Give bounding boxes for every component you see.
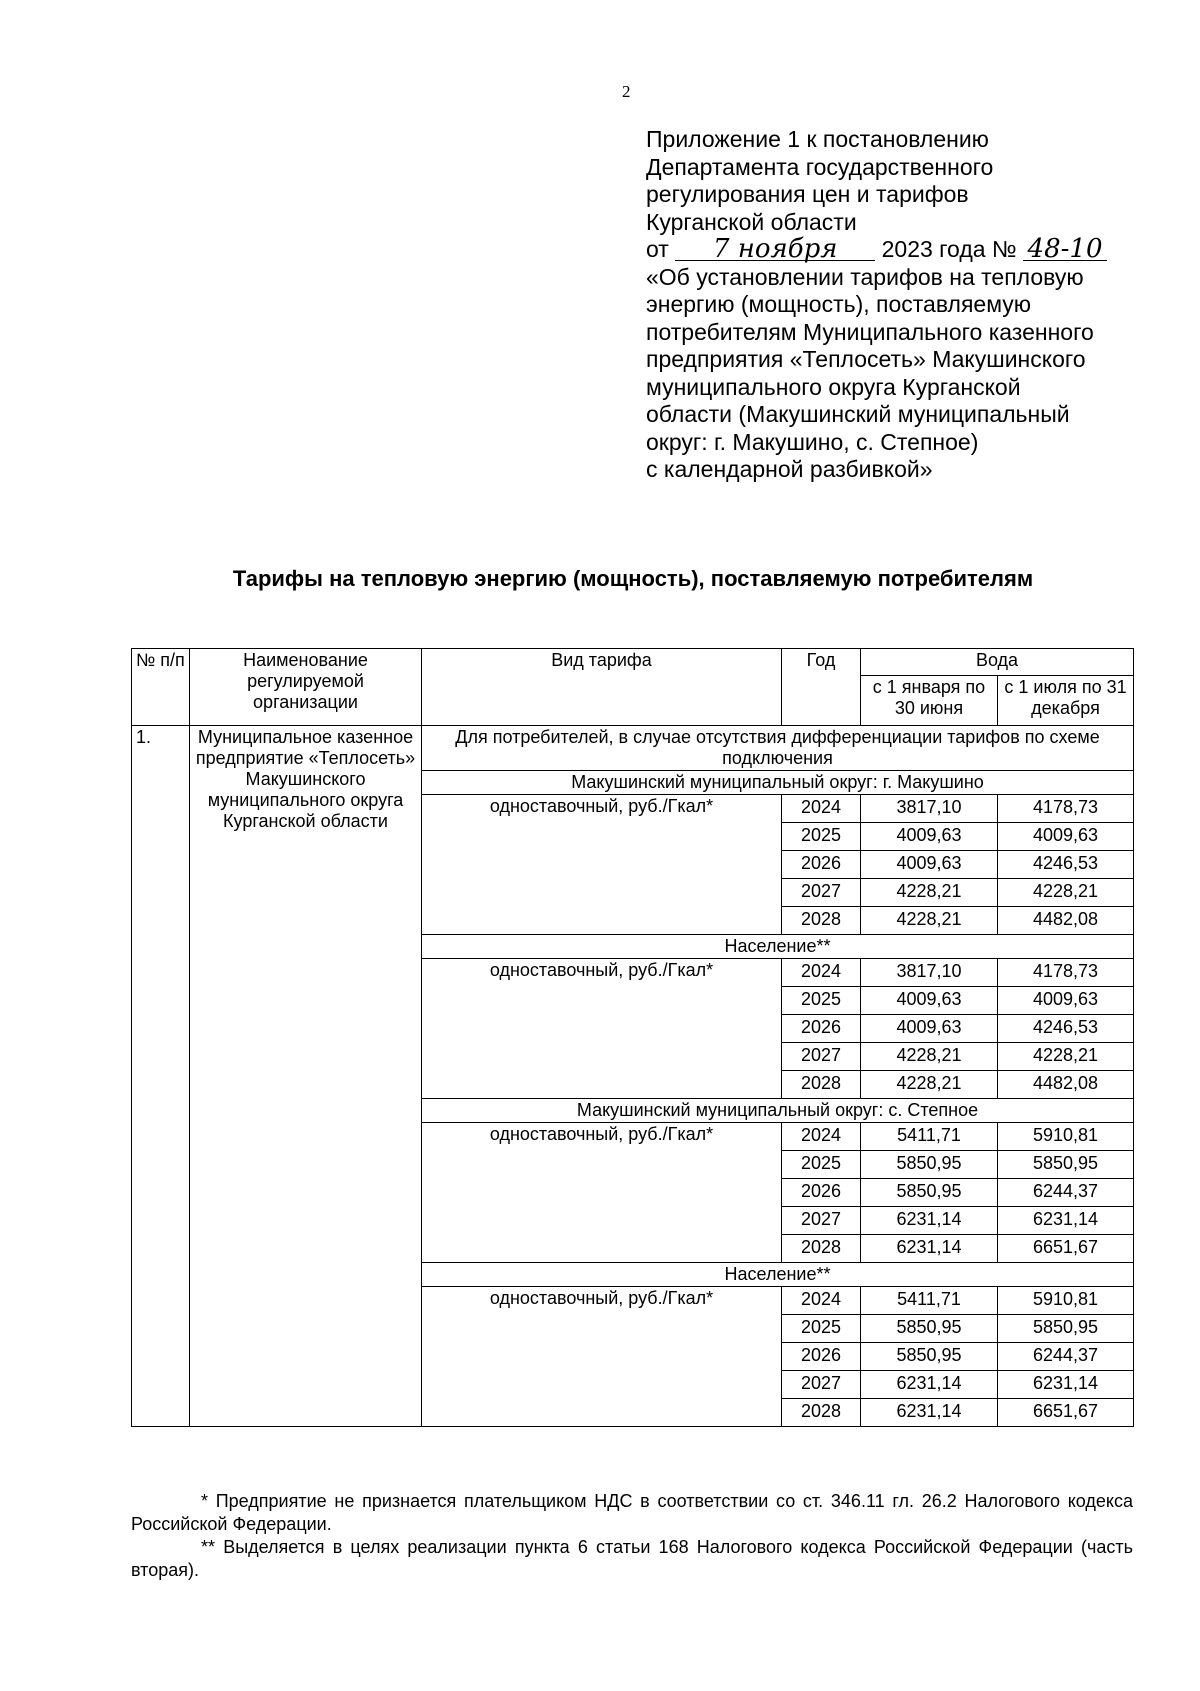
header-period-2: с 1 июля по 31 декабря [998, 675, 1134, 725]
tariff-value-h1: 4009,63 [861, 987, 998, 1015]
consumer-note: Для потребителей, в случае отсутствия дифференциации тарифов по схеме подключения [422, 726, 1134, 771]
year-cell: 2024 [782, 959, 861, 987]
year-cell: 2027 [782, 1371, 861, 1399]
year-cell: 2025 [782, 987, 861, 1015]
appendix-subject-line: области (Макушинский муниципальный [646, 401, 1070, 427]
year-cell: 2026 [782, 1343, 861, 1371]
tariff-value-h1: 6231,14 [861, 1371, 998, 1399]
appendix-subject-line: «Об установлении тарифов на тепловую [646, 263, 1084, 290]
year-cell: 2027 [782, 879, 861, 907]
tariff-value-h2: 5910,81 [998, 1287, 1134, 1315]
tariff-value-h2: 6231,14 [998, 1207, 1134, 1235]
appendix-line: Курганской области [646, 208, 857, 235]
tariff-value-h1: 4228,21 [861, 907, 998, 935]
footnote-2: ** Выделяется в целях реализации пункта 6 статьи 168 Налогового кодекса Российской Федерации (часть вторая). [131, 1537, 1133, 1580]
year-cell: 2027 [782, 1207, 861, 1235]
tariff-type: одноставочный, руб./Гкал* [422, 1123, 782, 1263]
tariff-value-h1: 4228,21 [861, 879, 998, 907]
header-year: Год [782, 649, 861, 726]
footnote-1: * Предприятие не признается плательщиком НДС в соответствии со ст. 346.11 гл. 26.2 Налогового кодекса Российской Федерации. [131, 1491, 1133, 1534]
appendix-subject-line: энергию (мощность), поставляемую [646, 291, 1032, 317]
footnotes [131, 1490, 1133, 1582]
year-cell: 2024 [782, 795, 861, 823]
year-cell: 2028 [782, 907, 861, 935]
page-number: 2 [622, 82, 631, 101]
section-row [132, 726, 1134, 771]
tariff-value-h2: 4246,53 [998, 1015, 1134, 1043]
appendix-subject-line: округ: г. Макушино, с. Степное) [646, 428, 979, 455]
tariff-table [131, 648, 1134, 1427]
tariff-value-h1: 5850,95 [861, 1151, 998, 1179]
header-org: Наименование регулируемой организации [190, 649, 422, 726]
tariff-value-h1: 5850,95 [861, 1315, 998, 1343]
tariff-value-h2: 5910,81 [998, 1123, 1134, 1151]
year-text: 2023 года № [881, 236, 1017, 262]
year-cell: 2028 [782, 1235, 861, 1263]
tariff-value-h2: 4178,73 [998, 795, 1134, 823]
from-prefix: от [646, 236, 669, 262]
tariff-value-h1: 3817,10 [861, 795, 998, 823]
population-label: Население** [422, 1263, 1134, 1287]
header-water: Вода [861, 649, 1134, 676]
tariff-value-h1: 4009,63 [861, 851, 998, 879]
appendix-subject-line: предприятия «Теплосеть» Макушинского [646, 346, 1086, 372]
tariff-value-h2: 6651,67 [998, 1399, 1134, 1427]
tariff-value-h1: 5411,71 [861, 1123, 998, 1151]
header-num: № п/п [132, 649, 190, 726]
year-cell: 2025 [782, 823, 861, 851]
document-title: Тарифы на тепловую энергию (мощность), поставляемую потребителям [232, 566, 1034, 591]
row-number: 1. [132, 726, 190, 1427]
year-cell: 2024 [782, 1287, 861, 1315]
tariff-type: одноставочный, руб./Гкал* [422, 959, 782, 1099]
year-cell: 2026 [782, 851, 861, 879]
district-makushino: Макушинский муниципальный округ: г. Макушино [422, 771, 1134, 795]
tariff-value-h2: 6244,37 [998, 1343, 1134, 1371]
appendix-line: регулирования цен и тарифов [646, 181, 969, 207]
tariff-value-h2: 4009,63 [998, 987, 1134, 1015]
year-cell: 2025 [782, 1315, 861, 1343]
year-cell: 2028 [782, 1399, 861, 1427]
tariff-value-h2: 4228,21 [998, 1043, 1134, 1071]
tariff-type: одноставочный, руб./Гкал* [422, 1287, 782, 1427]
appendix-block [646, 126, 1156, 484]
tariff-value-h2: 6651,67 [998, 1235, 1134, 1263]
tariff-value-h2: 4178,73 [998, 959, 1134, 987]
tariff-value-h1: 5850,95 [861, 1179, 998, 1207]
tariff-value-h2: 5850,95 [998, 1315, 1134, 1343]
header-period-1: с 1 января по 30 июня [861, 675, 998, 725]
population-label: Население** [422, 935, 1134, 959]
appendix-subject-line: потребителям Муниципального казенного [646, 318, 1094, 345]
year-cell: 2025 [782, 1151, 861, 1179]
appendix-subject-line: муниципального округа Курганской [646, 373, 1021, 400]
tariff-value-h2: 4482,08 [998, 1071, 1134, 1099]
header-row [132, 649, 1134, 676]
tariff-value-h1: 6231,14 [861, 1399, 998, 1427]
tariff-value-h1: 6231,14 [861, 1207, 998, 1235]
header-tariff: Вид тарифа [422, 649, 782, 726]
year-cell: 2026 [782, 1179, 861, 1207]
tariff-value-h1: 4228,21 [861, 1071, 998, 1099]
tariff-value-h1: 4009,63 [861, 823, 998, 851]
appendix-date-line [646, 236, 1156, 264]
tariff-value-h1: 5850,95 [861, 1343, 998, 1371]
tariff-value-h2: 4482,08 [998, 907, 1134, 935]
year-cell: 2027 [782, 1043, 861, 1071]
tariff-value-h2: 5850,95 [998, 1151, 1134, 1179]
tariff-value-h2: 4228,21 [998, 879, 1134, 907]
appendix-subject-line: с календарной разбивкой» [646, 456, 933, 482]
tariff-value-h1: 5411,71 [861, 1287, 998, 1315]
appendix-line: Приложение 1 к постановлению [646, 126, 989, 152]
tariff-value-h2: 6231,14 [998, 1371, 1134, 1399]
tariff-type: одноставочный, руб./Гкал* [422, 795, 782, 935]
handwritten-date: 7 ноября [675, 238, 875, 261]
district-stepnoe: Макушинский муниципальный округ: с. Степное [422, 1099, 1134, 1123]
tariff-value-h1: 3817,10 [861, 959, 998, 987]
year-cell: 2026 [782, 1015, 861, 1043]
appendix-line: Департамента государственного [646, 153, 994, 180]
tariff-value-h1: 6231,14 [861, 1235, 998, 1263]
year-cell: 2024 [782, 1123, 861, 1151]
tariff-value-h2: 4246,53 [998, 851, 1134, 879]
year-cell: 2028 [782, 1071, 861, 1099]
tariff-value-h1: 4009,63 [861, 1015, 998, 1043]
organization-name: Муниципальное казенное предприятие «Теплосеть» Макушинского муниципального округа Курганской области [190, 726, 422, 1427]
tariff-value-h1: 4228,21 [861, 1043, 998, 1071]
tariff-value-h2: 4009,63 [998, 823, 1134, 851]
handwritten-number: 48-10 [1023, 238, 1107, 261]
tariff-value-h2: 6244,37 [998, 1179, 1134, 1207]
